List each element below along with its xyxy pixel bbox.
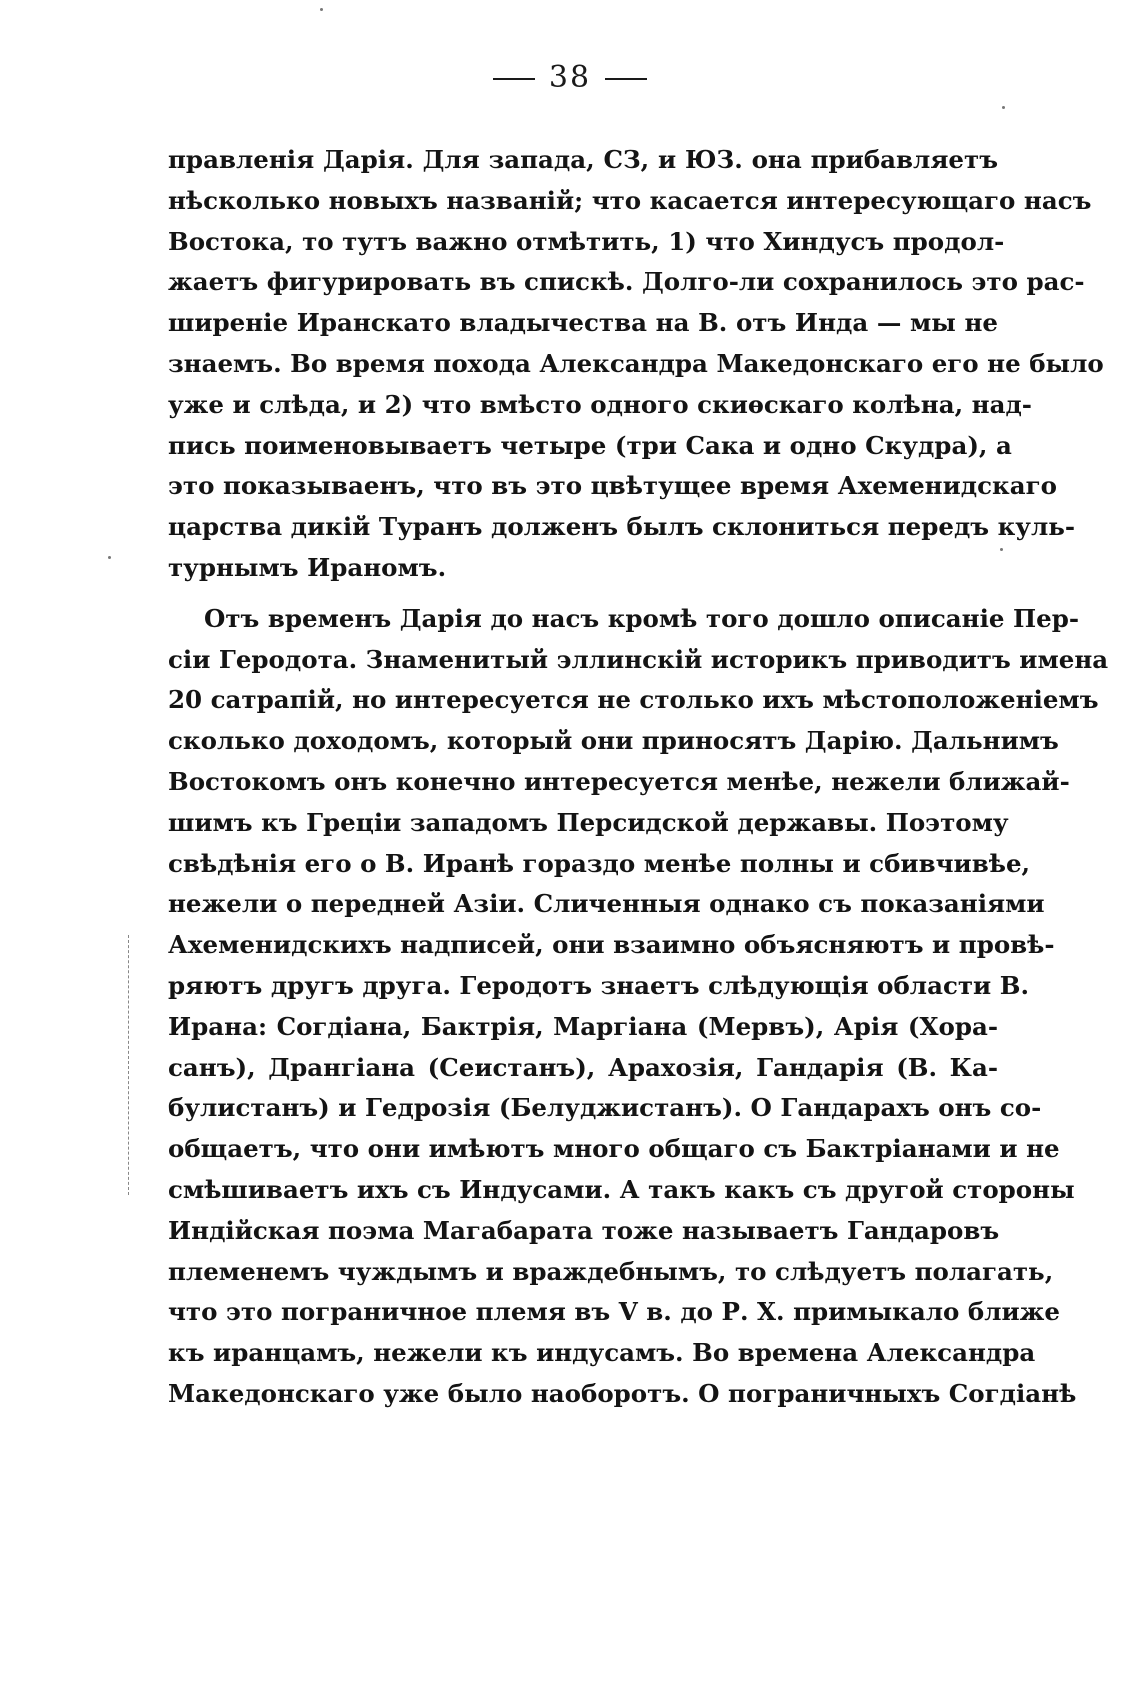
scan-speck [108,556,111,559]
text-line: 20 сатрапій, но интересуется не столько ихъ мѣстоположеніемъ [168,685,1099,715]
text-line: уже и слѣда, и 2) что вмѣсто одного скиѳскаго колѣна, над- [168,389,1032,419]
text-line: шимъ къ Греціи западомъ Персидской державы. Поэтому [168,807,1009,837]
text-line: правленія Дарія. Для запада, СЗ, и ЮЗ. она прибавляетъ [168,145,998,174]
text-line: царства дикій Туранъ долженъ былъ склониться передъ куль- [168,512,1076,542]
body-text [168,140,1109,1415]
text-line: Отъ временъ Дарія до насъ кромѣ того дошло описаніе Пер- [204,603,1080,633]
page-number-right-dash [605,78,647,80]
text-line: Индійская поэма Магабарата тоже называетъ Гандаровъ [168,1215,1000,1245]
text-line: Македонскаго уже было наоборотъ. О пограничныхъ Согдіанѣ [168,1378,1077,1408]
text-line: турнымъ Ираномъ. [168,552,447,582]
text-line: къ иранцамъ, нежели къ индусамъ. Во времена Александра [168,1338,1036,1368]
text-line: нѣсколько новыхъ названій; что касается интересующаго насъ [168,185,1092,215]
text-line: нежели о передней Азіи. Сличенныя однако съ показаніями [168,889,1045,919]
text-line: это показываенъ, что въ это цвѣтущее время Ахеменидскаго [168,471,1057,501]
page-number-value: 38 [548,60,592,95]
text-line: санъ), Дрангіана (Сеистанъ), Арахозія, Гандарія (В. Ка- [168,1052,998,1082]
scan-speck [1002,106,1005,109]
text-line: ряютъ другъ друга. Геродотъ знаетъ слѣдующія области В. [168,970,1029,1000]
scan-speck [1000,548,1003,551]
margin-pencil-mark [128,935,131,1195]
text-line: сколько доходомъ, который они приносятъ Дарію. Дальнимъ [168,726,1059,756]
text-line: Востока, то тутъ важно отмѣтить, 1) что Хиндусъ продол- [168,226,1005,256]
text-line: Ахеменидскихъ надписей, они взаимно объясняютъ и провѣ- [168,930,1055,960]
text-line: Ирана: Согдіана, Бактрія, Маргіана (Мервъ), Арія (Хора- [168,1011,998,1041]
text-line: Востокомъ онъ конечно интересуется менѣе, нежели ближай- [168,766,1070,796]
text-line: смѣшиваетъ ихъ съ Индусами. А такъ какъ съ другой стороны [168,1174,1075,1204]
text-line: племенемъ чуждымъ и враждебнымъ, то слѣдуетъ полагать, [168,1256,1054,1286]
text-line: что это пограничное племя въ V в. до Р. Х. примыкало ближе [168,1297,1061,1327]
page-number [0,60,1140,95]
text-line: свѣдѣнія его о В. Иранѣ гораздо менѣе полны и сбивчивѣе, [168,848,1031,878]
text-line: жаетъ фигурировать въ спискѣ. Долго-ли сохранилось это рас- [168,267,1085,297]
text-line: сіи Геродота. Знаменитый эллинскій историкъ приводитъ имена [168,644,1109,674]
paragraph-gap [168,589,998,599]
scan-speck [320,8,323,11]
text-line: общаетъ, что они имѣютъ много общаго съ Бактріанами и не [168,1134,1060,1164]
text-line: булистанъ) и Гедрозія (Белуджистанъ). О Гандарахъ онъ со- [168,1093,1042,1123]
text-line: знаемъ. Во время похода Александра Македонскаго его не было [168,348,1104,378]
page-number-left-dash [493,78,535,80]
text-line: пись поименовываетъ четыре (три Сака и одно Скудра), а [168,430,1012,460]
text-line: ширеніе Иранскато владычества на В. отъ Инда — мы не [168,308,998,338]
